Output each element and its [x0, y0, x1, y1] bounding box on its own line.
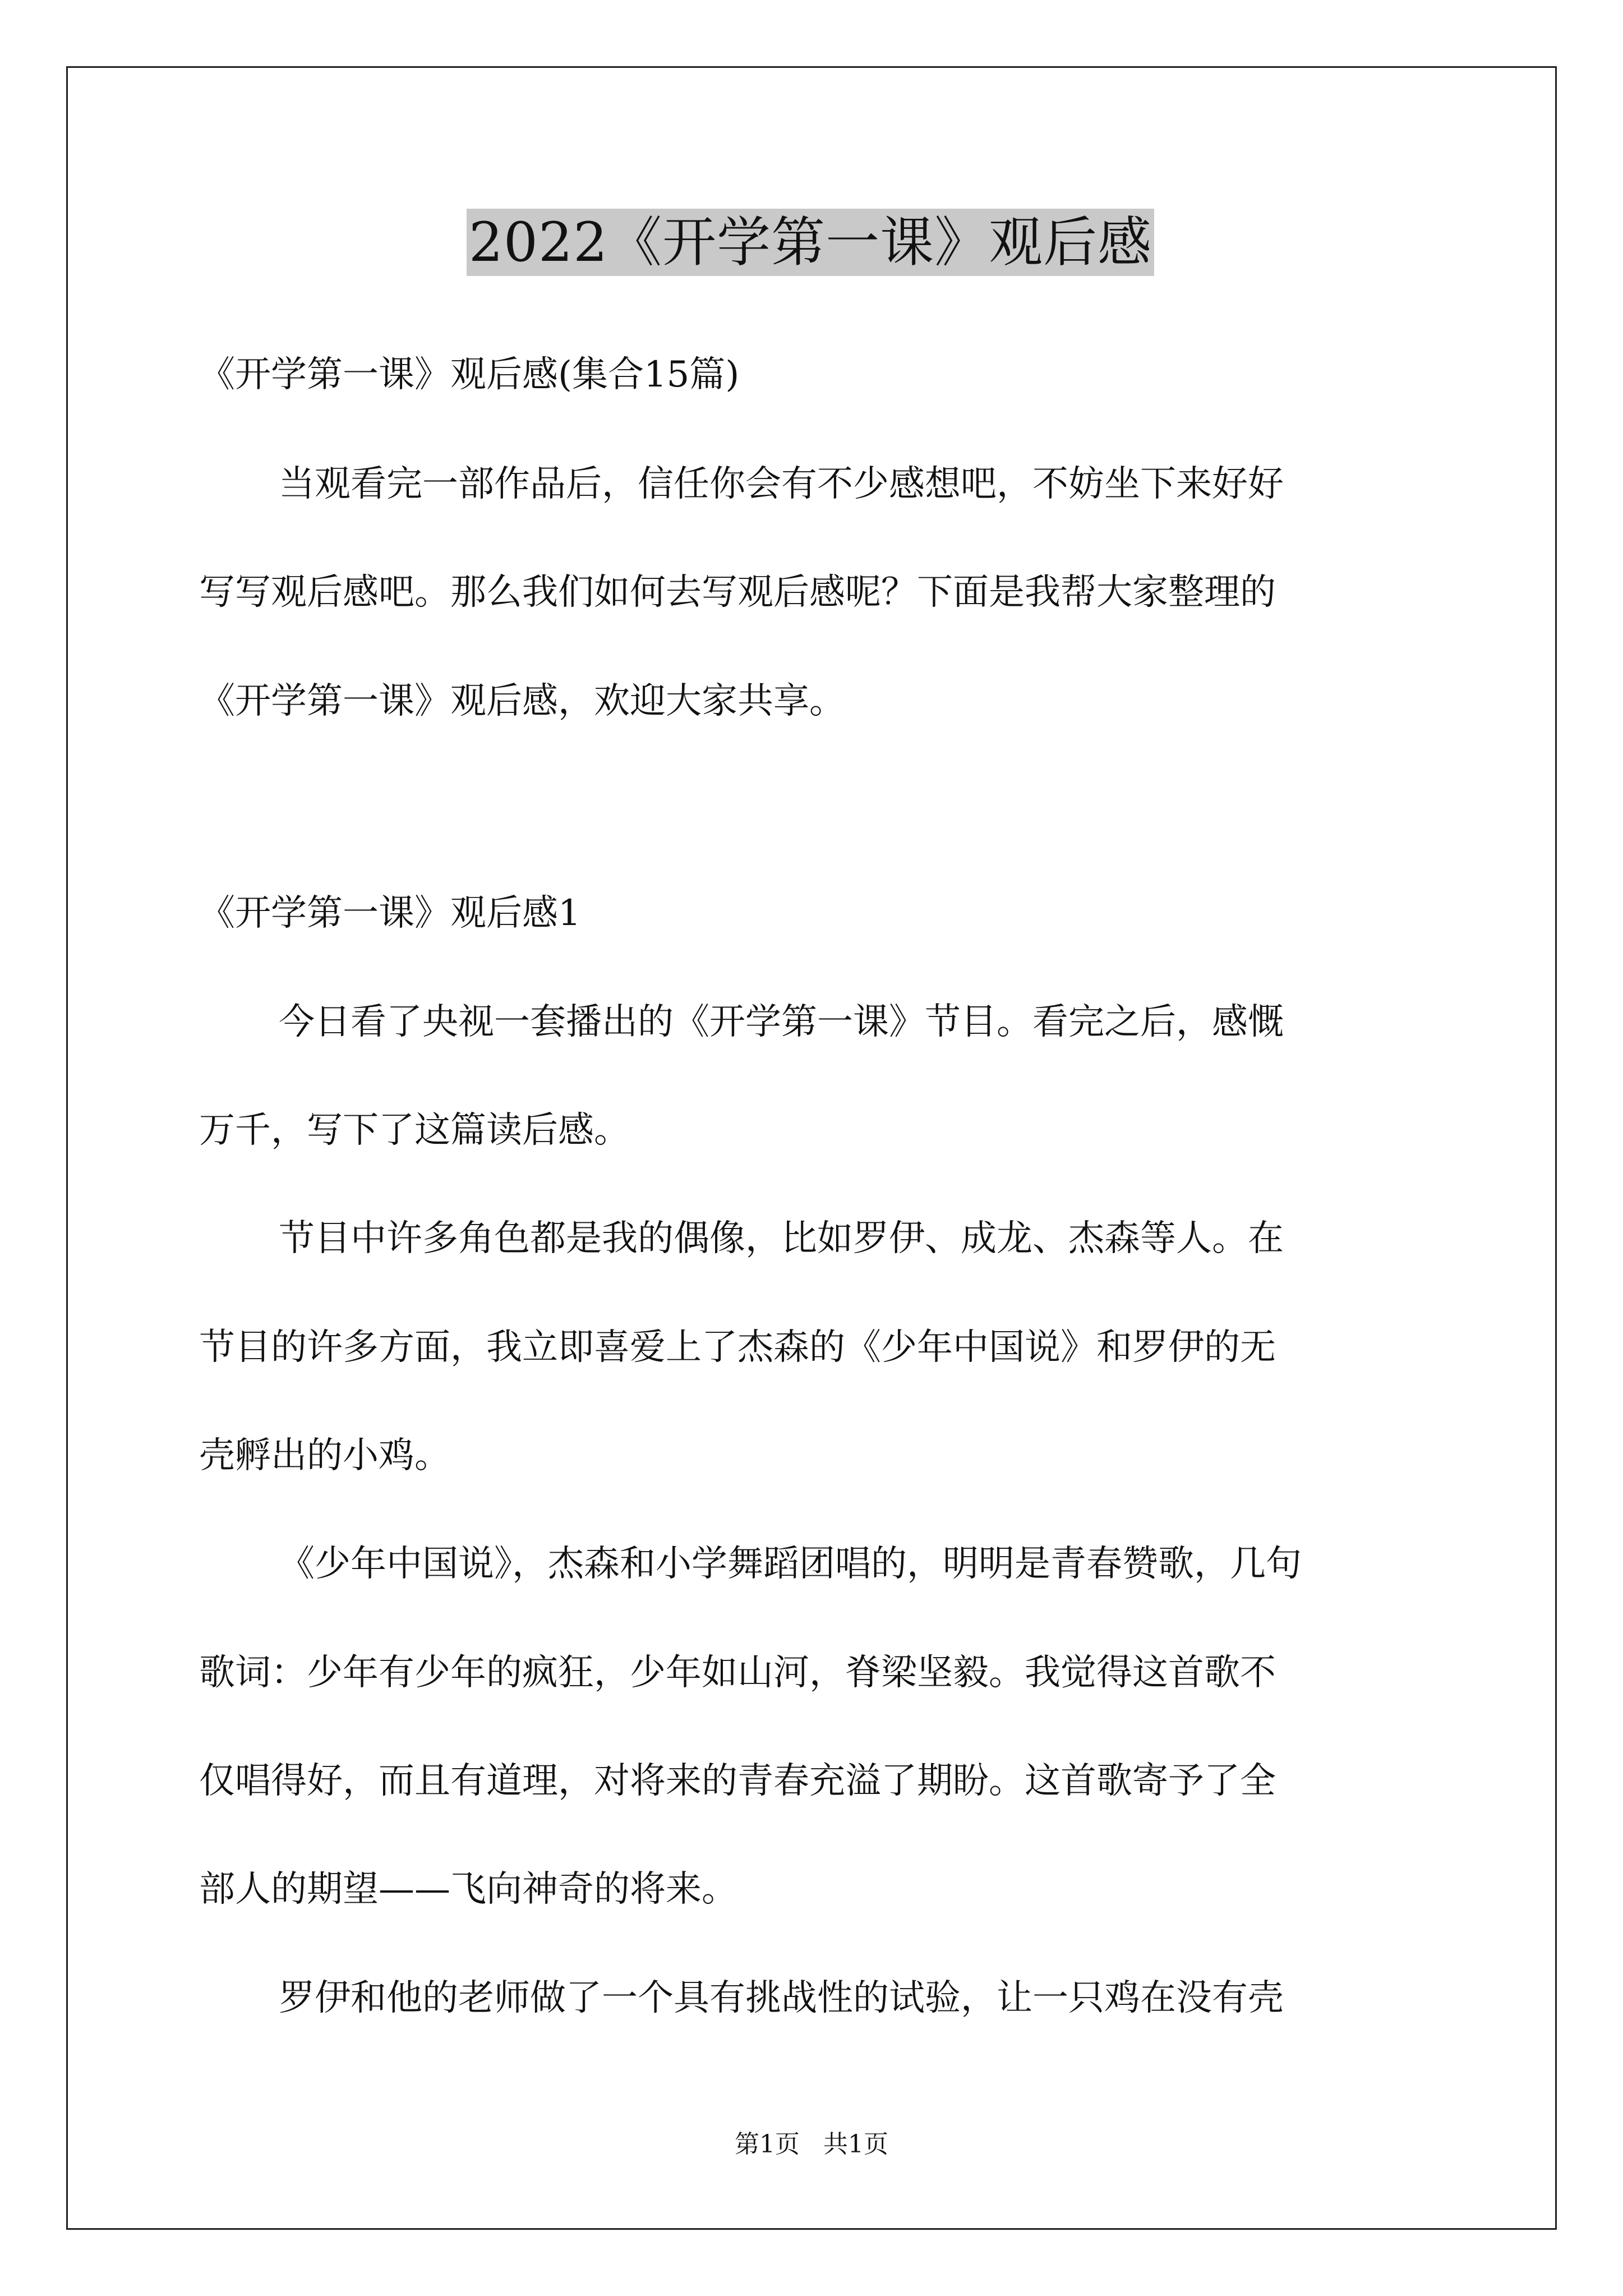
section-heading: 《开学第一课》观后感1 [199, 892, 581, 934]
intro-line-3: 《开学第一课》观后感，欢迎大家共享。 [199, 680, 845, 722]
paragraph-line-8: 仅唱得好，而且有道理，对将来的青春充溢了期盼。这首歌寄予了全 [199, 1760, 1276, 1802]
paragraph-line-6: 《少年中国说》，杰森和小学舞蹈团唱的，明明是青春赞歌，几句 [279, 1543, 1302, 1585]
document-subtitle: 《开学第一课》观后感(集合15篇) [199, 354, 740, 395]
paragraph-line-10: 罗伊和他的老师做了一个具有挑战性的试验，让一只鸡在没有壳 [279, 1977, 1284, 2019]
paragraph-line-4: 节目的许多方面，我立即喜爱上了杰森的《少年中国说》和罗伊的无 [199, 1327, 1276, 1368]
paragraph-line-2: 万千，写下了这篇读后感。 [199, 1110, 630, 1151]
intro-line-2: 写写观后感吧。那么我们如何去写观后感呢？下面是我帮大家整理的 [199, 572, 1276, 613]
document-title: 2022《开学第一课》观后感 [467, 209, 1154, 276]
paragraph-line-7: 歌词：少年有少年的疯狂，少年如山河，脊梁坚毅。我觉得这首歌不 [199, 1652, 1276, 1694]
paragraph-line-3: 节目中许多角色都是我的偶像，比如罗伊、成龙、杰森等人。在 [279, 1218, 1284, 1259]
paragraph-line-1: 今日看了央视一套播出的《开学第一课》节目。看完之后，感慨 [279, 1001, 1284, 1043]
page-footer: 第1页 共1页 [735, 2130, 888, 2159]
intro-line-1: 当观看完一部作品后，信任你会有不少感想吧，不妨坐下来好好 [279, 463, 1284, 505]
paragraph-line-5: 壳孵出的小鸡。 [199, 1435, 450, 1476]
title-block [199, 209, 1422, 276]
paragraph-line-9: 部人的期望——飞向神奇的将来。 [199, 1869, 737, 1910]
